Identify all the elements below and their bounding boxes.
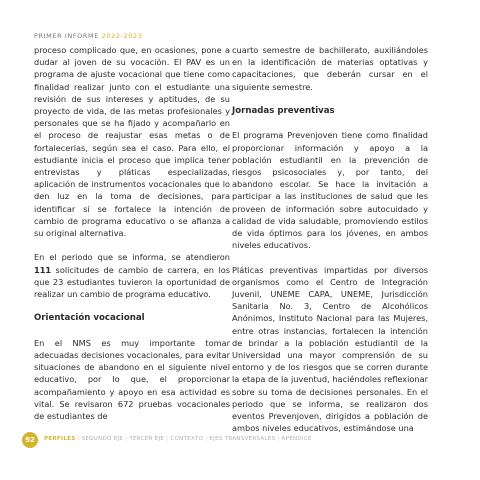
- paragraph-cambio-carrera: [34, 251, 230, 300]
- nav-item-segundo-eje[interactable]: SEGUNDO EJE: [81, 436, 124, 442]
- section-nav: [44, 436, 312, 442]
- paragraph-orientacion: En el NMS es muy importante tomar adecuadas decisiones vocacionales, para evitar situaciones de abandono en el siguiente nivel educativo, por lo que, el proporcionar acompañamiento y apoyo en esa actividad es vital. Se revisaron 672 pruebas vocacionales de estudiantes de: [34, 337, 230, 422]
- running-header: [34, 32, 142, 40]
- paragraph-platicas: Pláticas preventivas impartidas por diversos organismos como el Centro de Integración Juvenil, UNEME CAPA, UNEME, Jurisdicción Sanitaria No. 3, Centro de Alcohólicos Anónimos, Instituto Nacional para las Mujeres, entre otras instancias, fortalecen la intención de brindar a la población estudiantil de la Universidad una mayor comprensión de su entorno y de los riesgos que se corren durante la etapa de la juventud, haciéndoles reflexionar sobre su toma de decisiones personales. En el periodo que se informa, se realizaron dos eventos Prevenjoven, dirigidos a población de ambos niveles educativos, estimándose una: [232, 264, 428, 434]
- left-column: [34, 44, 230, 434]
- nav-item-apendice[interactable]: APÉNDICE: [281, 436, 312, 442]
- report-year: 2022-2023: [101, 32, 143, 40]
- section-heading-orientacion: Orientación vocacional: [34, 313, 145, 324]
- section-heading-jornadas: Jornadas preventivas: [232, 106, 335, 116]
- nav-separator: |: [77, 436, 80, 442]
- page-number-badge: 92: [22, 432, 38, 448]
- nav-separator: |: [277, 436, 280, 442]
- nav-item-contexto[interactable]: CONTEXTO: [170, 436, 204, 442]
- nav-separator: |: [166, 436, 169, 442]
- page-footer: [0, 432, 480, 448]
- nav-separator: |: [205, 436, 208, 442]
- nav-item-perfiles[interactable]: PERFILES: [44, 436, 76, 442]
- paragraph-text-before: En el periodo que se informa, se atendieron: [34, 252, 230, 263]
- nav-separator: |: [125, 436, 128, 442]
- right-column: [232, 44, 428, 447]
- highlight-number: 111: [34, 264, 52, 275]
- nav-item-tercer-eje[interactable]: TERCER EJE: [129, 436, 165, 442]
- nav-item-ejes-transversales[interactable]: EJES TRANSVERSALES: [209, 436, 276, 442]
- paragraph-semestre: cuarto semestre de bachillerato, auxiliándoles en la identificación de materias optativas y capacitaciones, que deberán cursar en el siguiente semestre.: [232, 45, 428, 92]
- paragraph-prevenjoven: El programa Prevenjoven tiene como finalidad proporcionar información y apoyo a la población estudiantil en la prevención de riesgos psicosociales y, por tanto, del abandono escolar. Se hace la invitación a participar a las instituciones de salud que les proveen de información sobre autocuidado y calidad de vida saludable, promoviendo estilos de vida óptimos para los jóvenes, en ambos niveles educativos.: [232, 130, 428, 251]
- report-title: PRIMER INFORME: [34, 32, 99, 40]
- paragraph-pav: proceso complicado que, en ocasiones, pone a dudar al joven de su vocación. El PAV es un programa de ajuste vocacional que tiene como finalidad realizar junto con el estudiante una revisión de sus intereses y aptitudes, de su proyecto de vida, de las metas profesionales y personales que se ha fijado y acompañarlo en el proceso de reajustar esas metas o de fortalecerlas, según sea el caso. Para ello, el estudiante inicia el proceso que implica tener entrevistas y pláticas especializadas, aplicación de instrumentos vocacionales que lo den luz en la toma de decisiones, para identificar si se fortalece la intención de cambio de programa educativo o se afianza a su original alternativa.: [34, 45, 230, 239]
- paragraph-text-after: solicitudes de cambio de carrera, en los que 23 estudiantes tuvieron la oportunidad de realizar un cambio de programa educativo.: [34, 264, 230, 300]
